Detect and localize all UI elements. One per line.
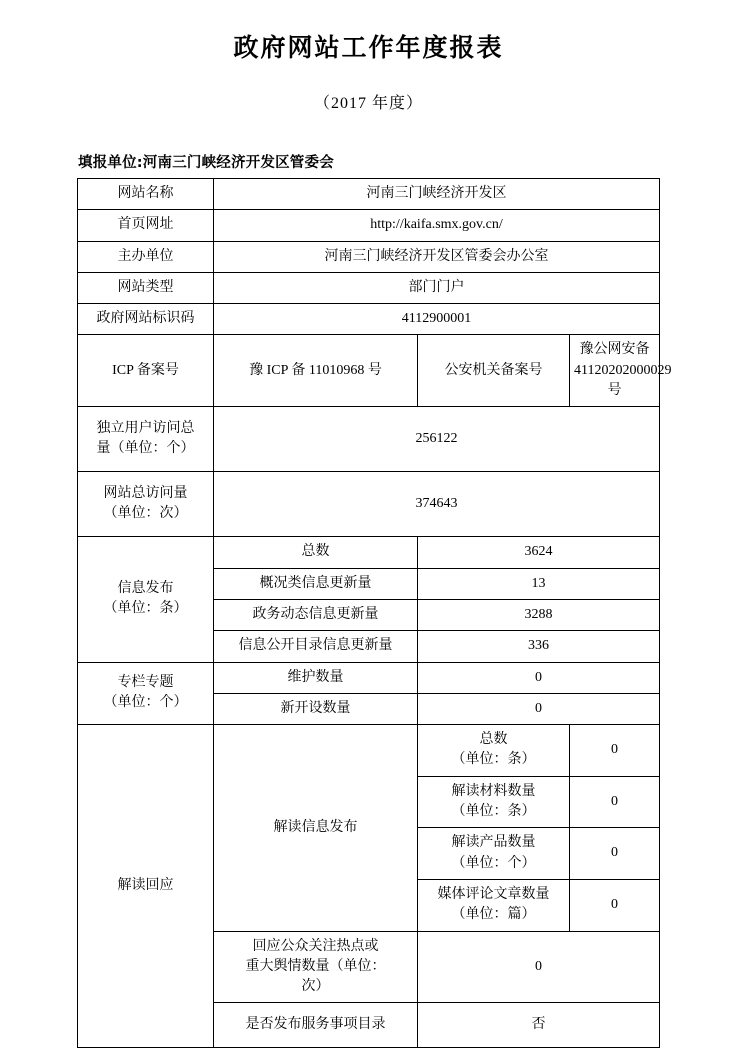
police-record-label: 公安机关备案号 bbox=[418, 335, 570, 407]
table-row bbox=[78, 304, 660, 335]
annual-report-table bbox=[77, 178, 672, 1048]
total-visits-label bbox=[78, 472, 214, 537]
site-name-label: 网站名称 bbox=[78, 179, 214, 210]
total-visits-label-line1: 网站总访问量 bbox=[103, 486, 188, 502]
interpret-product-value: 0 bbox=[570, 828, 660, 880]
service-catalog-label: 是否发布服务事项目录 bbox=[214, 1003, 418, 1048]
info-total-value: 3624 bbox=[418, 537, 660, 568]
interpret-material-label bbox=[418, 776, 570, 828]
info-publish-label-line2: （单位：条） bbox=[103, 601, 188, 617]
respond-hotspot-label-line1: 回应公众关注热点或 bbox=[252, 938, 379, 954]
table-row bbox=[78, 725, 660, 777]
unique-visitors-label bbox=[78, 407, 214, 472]
interpret-product-label-line1: 解读产品数量 bbox=[451, 835, 536, 851]
column-new-label: 新开设数量 bbox=[214, 693, 418, 724]
table-row bbox=[78, 272, 660, 303]
respond-hotspot-label-line2: 重大舆情数量（单位： bbox=[245, 958, 386, 974]
total-visits-label-line2: （单位：次） bbox=[103, 506, 188, 522]
interpret-material-value: 0 bbox=[570, 776, 660, 828]
interpret-material-label-line1: 解读材料数量 bbox=[451, 783, 536, 799]
respond-hotspot-value: 0 bbox=[418, 931, 660, 1003]
column-maintain-value: 0 bbox=[418, 662, 660, 693]
site-name-value: 河南三门峡经济开发区 bbox=[214, 179, 660, 210]
table-row bbox=[78, 407, 660, 472]
info-total-label: 总数 bbox=[214, 537, 418, 568]
table-row bbox=[78, 472, 660, 537]
info-publish-label-line1: 信息发布 bbox=[117, 581, 174, 597]
media-comment-value: 0 bbox=[570, 879, 660, 931]
table-row bbox=[78, 179, 660, 210]
table-row bbox=[78, 210, 660, 241]
host-unit-label: 主办单位 bbox=[78, 241, 214, 272]
table-row bbox=[78, 537, 660, 568]
unique-visitors-label-line2: 量（单位：个） bbox=[96, 441, 195, 457]
media-comment-label bbox=[418, 879, 570, 931]
site-id-label: 政府网站标识码 bbox=[78, 304, 214, 335]
media-comment-label-line2: （单位：篇） bbox=[451, 907, 536, 923]
column-topic-label bbox=[78, 662, 214, 725]
icp-value: 豫 ICP 备 11010968 号 bbox=[214, 335, 418, 407]
total-visits-value: 374643 bbox=[214, 472, 660, 537]
info-overview-value: 13 bbox=[418, 568, 660, 599]
homepage-label: 首页网址 bbox=[78, 210, 214, 241]
column-new-value: 0 bbox=[418, 693, 660, 724]
interpret-product-label-line2: （单位：个） bbox=[451, 855, 536, 871]
interpret-material-label-line2: （单位：条） bbox=[451, 804, 536, 820]
table-row bbox=[78, 662, 660, 693]
column-maintain-label: 维护数量 bbox=[214, 662, 418, 693]
info-disclosure-label: 信息公开目录信息更新量 bbox=[214, 631, 418, 662]
interpret-product-label bbox=[418, 828, 570, 880]
interpret-total-label bbox=[418, 725, 570, 777]
site-id-value: 4112900001 bbox=[214, 304, 660, 335]
interpret-response-label: 解读回应 bbox=[78, 725, 214, 1048]
info-overview-label: 概况类信息更新量 bbox=[214, 568, 418, 599]
info-disclosure-value: 336 bbox=[418, 631, 660, 662]
reporting-unit: 填报单位:河南三门峡经济开发区管委会 bbox=[78, 155, 334, 171]
site-type-label: 网站类型 bbox=[78, 272, 214, 303]
page-subtitle: （2017 年度） bbox=[313, 95, 423, 112]
interpret-total-label-line2: （单位：条） bbox=[451, 752, 536, 768]
table-row bbox=[78, 241, 660, 272]
service-catalog-value: 否 bbox=[418, 1003, 660, 1048]
icp-label: ICP 备案号 bbox=[78, 335, 214, 407]
host-unit-value: 河南三门峡经济开发区管委会办公室 bbox=[214, 241, 660, 272]
info-dynamic-value: 3288 bbox=[418, 599, 660, 630]
homepage-value: http://kaifa.smx.gov.cn/ bbox=[214, 210, 660, 241]
site-type-value: 部门门户 bbox=[214, 272, 660, 303]
unique-visitors-label-line1: 独立用户访问总 bbox=[96, 421, 195, 437]
respond-hotspot-label-line3: 次） bbox=[301, 979, 330, 995]
page-title: 政府网站工作年度报表 bbox=[233, 33, 504, 62]
table-row bbox=[78, 335, 660, 407]
unique-visitors-value: 256122 bbox=[214, 407, 660, 472]
column-topic-label-line2: （单位：个） bbox=[103, 695, 188, 711]
report-page bbox=[0, 18, 737, 1048]
interpret-publish-label: 解读信息发布 bbox=[214, 725, 418, 931]
info-dynamic-label: 政务动态信息更新量 bbox=[214, 599, 418, 630]
info-publish-label bbox=[78, 537, 214, 662]
interpret-total-value: 0 bbox=[570, 725, 660, 777]
interpret-total-label-line1: 总数 bbox=[479, 732, 508, 748]
police-record-value: 豫公网安备 41120202000029 号 bbox=[570, 335, 660, 407]
column-topic-label-line1: 专栏专题 bbox=[117, 675, 174, 691]
media-comment-label-line1: 媒体评论文章数量 bbox=[437, 886, 550, 902]
